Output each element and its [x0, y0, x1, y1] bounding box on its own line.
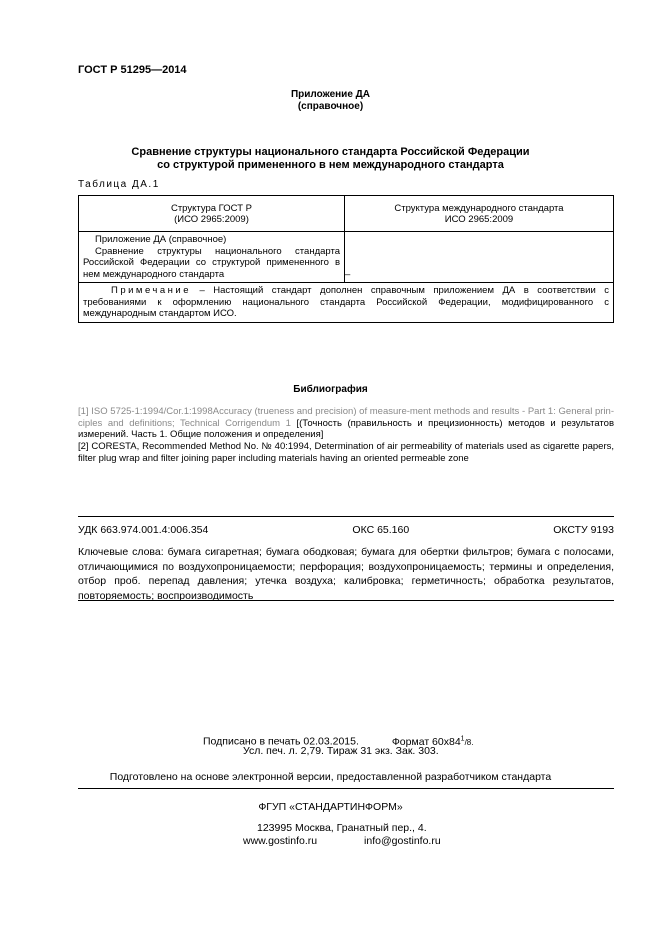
table-note	[79, 283, 614, 323]
table-row	[79, 232, 614, 283]
table-header-row	[79, 196, 614, 232]
note-text: – Настоящий стандарт дополнен справочным приложением ДА в соответствии с требованиями к оформлению национального стандарта Российской Федерации, модифицированного с международным стандартом ИСО.	[83, 285, 609, 319]
bibliography-title: Библиография	[293, 384, 368, 395]
col2-header	[345, 196, 614, 232]
annex-heading-line1: Сравнение структуры национального стандарта Российской Федерации	[131, 146, 530, 158]
publisher-website[interactable]: www.gostinfo.ru	[243, 835, 318, 847]
note-prefix: Примечание	[111, 285, 191, 296]
row1-col1	[79, 232, 345, 283]
document-id: ГОСТ Р 51295—2014	[78, 64, 187, 76]
row1-col1-text: Сравнение структуры национального стандарта Российской Федерации со структурой примененного в нем международного стандарта	[83, 245, 340, 280]
row1-col1-title: Приложение ДА (справочное)	[95, 234, 227, 245]
comparison-table	[78, 195, 614, 323]
bibliography-item-1	[78, 406, 614, 441]
col1-header	[79, 196, 345, 232]
col2-header-line2: ИСО 2965:2009	[444, 213, 514, 225]
divider-imprint	[78, 788, 614, 789]
annex-title-block	[0, 89, 661, 113]
table-label: Таблица ДА.1	[78, 179, 160, 190]
paper-format: Формат $60х84^1/8$.	[391, 735, 474, 748]
annex-heading-line2: со структурой примененного в нем международного стандарта	[157, 159, 504, 171]
prepared-note: Подготовлено на основе электронной версии, предоставленной разработчиком стандарта	[109, 771, 552, 783]
row1-col2: –	[345, 232, 614, 283]
oks-code: ОКС 65.160	[352, 524, 410, 536]
print-info: Усл. печ. л. 2,79. Тираж 31 экз. Зак. 303.	[243, 745, 439, 757]
divider-top	[78, 516, 614, 517]
annex-subtitle: (справочное)	[297, 101, 364, 112]
annex-heading	[0, 146, 661, 172]
bib-item1-black: [(Точность (правильность и прецизионность) методов и результатов измерений. Часть 1. Общие положения и определения]	[78, 417, 614, 440]
publisher-contacts	[243, 835, 441, 848]
annex-title: Приложение ДА	[290, 89, 371, 100]
publisher-email[interactable]: info@gostinfo.ru	[364, 835, 441, 847]
divider-keywords	[78, 600, 614, 601]
col1-header-line2: (ИСО 2965:2009)	[174, 213, 249, 225]
keywords: Ключевые слова: бумага сигаретная; бумага ободковая; бумага для обертки фильтров; бумага с полосами, отличающимися по воздухопроницаемости; перфорация; воздухопроницаемость; термины и определения, отбор проб. перепад давления; утечка воздуха; калибровка; герметичность; обработка результатов, повторяемость; воспроизводимость	[78, 546, 614, 602]
classification-codes	[78, 524, 614, 536]
bib-item1-grey: [1] ISO 5725-1:1994/Cor.1:1998Accuracy (trueness and precision) of measure-ment methods and results - Part 1: General prin- ciples and definitions; Technical Corrigendum 1	[78, 406, 614, 429]
udk-code: УДК 663.974.001.4:006.354	[78, 524, 209, 536]
table-note-row	[79, 283, 614, 323]
signed-date: Подписано в печать 02.03.2015.	[203, 735, 359, 748]
publisher-name: ФГУП «СТАНДАРТИНФОРМ»	[258, 801, 403, 813]
col2-header-line1: Структура международного стандарта	[394, 202, 564, 214]
okstu-code: ОКСТУ 9193	[553, 524, 614, 536]
publisher-address: 123995 Москва, Гранатный пер., 4.	[257, 822, 427, 834]
bibliography-item-2: [2] CORESTA, Recommended Method No. № 40:1994, Determination of air permeability of materials used as cigarette papers, filter plug wrap and filter joining paper including materials having an oriented permeable zone	[78, 441, 614, 464]
col1-header-line1: Структура ГОСТ Р	[170, 202, 253, 214]
